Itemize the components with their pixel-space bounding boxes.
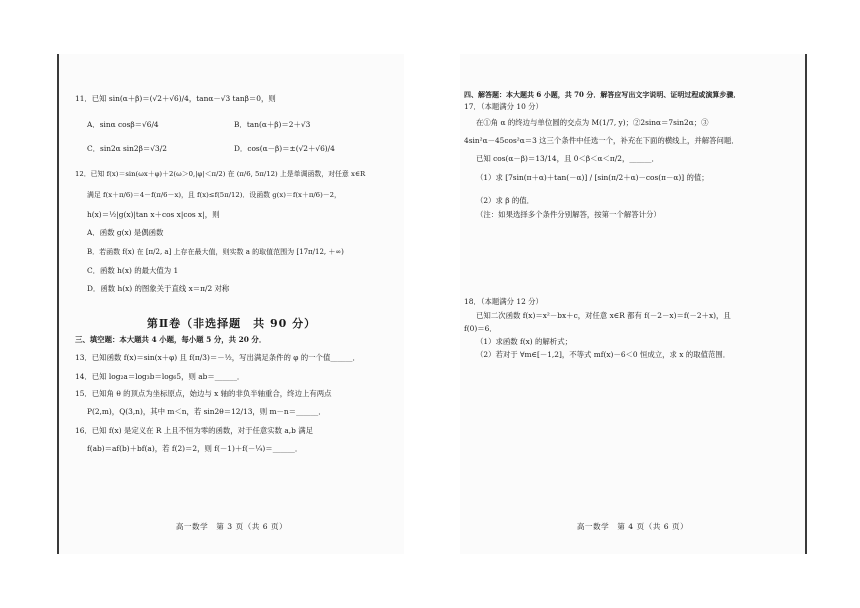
q18-line2: f(0)＝6． [464,324,497,333]
q11-option-b: B．tan(α＋β)＝2＋√3 [234,120,311,129]
q17-title: 17．（本题满分 10 分） [464,102,543,111]
q18-title: 18．（本题满分 12 分） [464,297,543,306]
q15-line1: 15．已知角 θ 的顶点为坐标原点，始边与 x 轴的非负半轴重合，终边上有两点 [75,389,332,398]
q11-stem: 11．已知 sin(α＋β)＝(√2＋√6)/4，tanα－√3 tanβ＝0，则 [75,94,276,103]
exam-page-3 [57,54,404,554]
q12-option-b: B．若函数 f(x) 在 [π/2, a] 上存在最大值，则实数 a 的取值范围为 [17π/12, ＋∞) [87,248,344,256]
q12-line2: 满足 f(x＋π/6)＝4－f(π/6－x)，且 f(x)≤f(5π/12)．设函数 g(x)＝f(x＋π/6)－2， [87,191,341,199]
page-footer-4: 高一数学 第 4 页（共 6 页） [576,522,689,531]
q12-option-a: A．函数 g(x) 是偶函数 [87,228,164,237]
q12-line3: h(x)＝½|g(x)|tan x＋cos x|cos x|，则 [87,210,220,219]
q14: 14．已知 log₂a＝log₃b＝log₆5，则 ab＝______． [75,372,245,381]
q17-note: （注：如果选择多个条件分别解答，按第一个解答计分） [476,210,661,219]
section-4-header: 四、解答题：本大题共 6 小题，共 70 分．解答应写出文字说明、证明过程或演算步骤． [464,90,741,99]
q12-line1: 12．已知 f(x)＝sin(ωx＋φ)＋2(ω＞0,|φ|＜π/2) 在 (π/6, 5π/12) 上是单调函数，对任意 x∈R [75,170,366,178]
section-3-header: 三、填空题：本大题共 4 小题，每小题 5 分，共 20 分． [75,335,267,344]
q17-part1: （1）求 [7sin(π＋α)＋tan(－α)] / [sin(π/2＋α)－cos(π－α)] 的值； [476,173,709,182]
page-footer-3: 高一数学 第 3 页（共 6 页） [175,522,288,531]
q16-line2: f(ab)＝af(b)＋bf(a)，若 f(2)＝2，则 f(－1)＋f(－¼)＝______． [87,444,303,453]
q12-option-c: C．函数 h(x) 的最大值为 1 [87,266,179,275]
q17-part2: （2）求 β 的值． [476,196,535,205]
q17-line3: 已知 cos(α－β)＝13/14，且 0＜β＜α＜π/2，______． [476,154,659,163]
q12-option-d: D．函数 h(x) 的图象关于直线 x＝π/2 对称 [87,284,230,293]
q11-option-a: A．sinα cosβ＝√6/4 [87,120,159,129]
q11-option-c: C．sin2α sin2β＝√3/2 [87,144,167,153]
q18-part1: （1）求函数 f(x) 的解析式； [476,337,572,346]
q16-line1: 16．已知 f(x) 是定义在 R 上且不恒为零的函数，对于任意实数 a,b 满足 [75,426,313,435]
q18-line1: 已知二次函数 f(x)＝x²－bx＋c，对任意 x∈R 都有 f(－2－x)＝f(－2＋x)，且 [476,311,731,320]
q17-line2: 4sin²α－45cos²α＝3 这三个条件中任选一个，补充在下面的横线上，并解答问题． [464,136,739,145]
q11-option-d: D．cos(α－β)＝±(√2＋√6)/4 [234,144,335,153]
q17-line1: 在①角 α 的终边与单位圆的交点为 M(1/7, y)；②2sinα＝7sin2α；③ [476,118,709,127]
volume-2-title: 第Ⅱ卷（非选择题 共 90 分） [146,317,317,330]
q13: 13．已知函数 f(x)＝sin(x＋φ) 且 f(π/3)＝－½，写出满足条件的 φ 的一个值______． [75,353,360,362]
q15-line2: P(2,m)，Q(3,n)，其中 m＜n，若 sin2θ＝12/13，则 m－n＝______． [87,407,326,416]
exam-page-4 [460,54,807,554]
q18-part2: （2）若对于 ∀m∈[－1,2]，不等式 mf(x)－6＜0 恒成立，求 x 的取值范围． [476,350,731,359]
